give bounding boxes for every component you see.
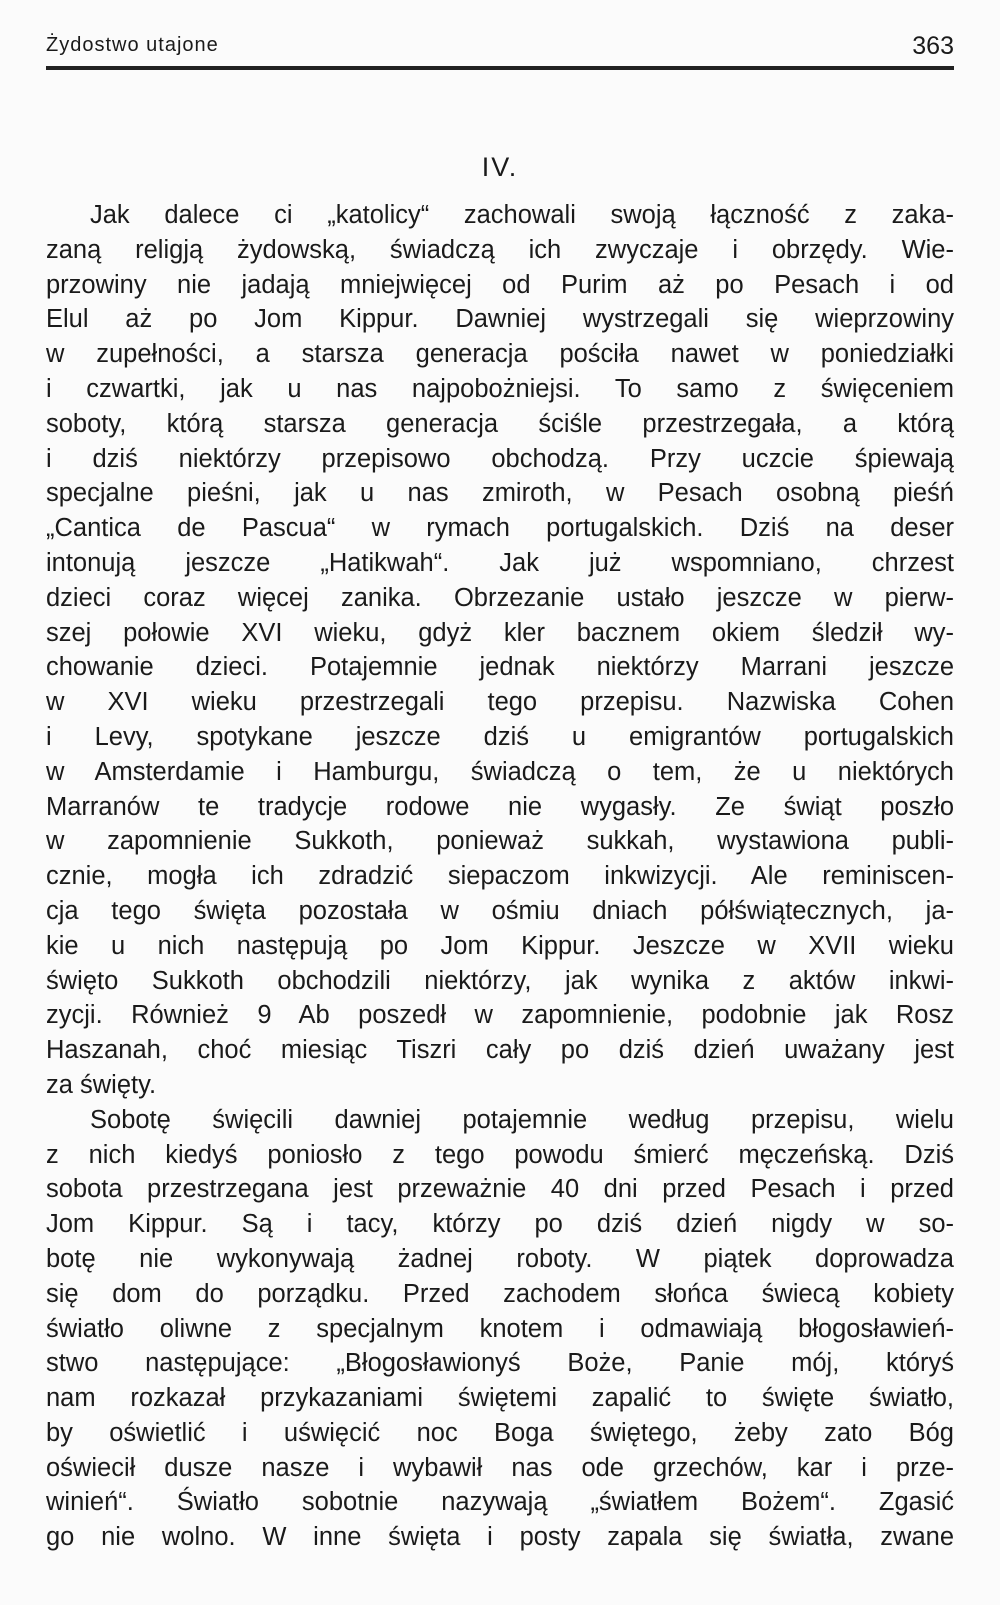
text-line: cja tego święta pozostała w ośmiu dniach półświątecznych, ja- <box>46 896 954 925</box>
text-line: z nich kiedyś poniosło z tego powodu śmierć męczeńską. Dziś <box>46 1140 954 1169</box>
text-line: chowanie dzieci. Potajemnie jednak niektórzy Marrani jeszcze <box>46 653 954 682</box>
page-number: 363 <box>912 32 954 60</box>
text-line: go nie wolno. W inne święta i posty zapala się światła, zwane <box>46 1523 954 1552</box>
text-line: i Levy, spotykane jeszcze dziś u emigrantów portugalskich <box>46 722 954 751</box>
text-line: Jom Kippur. Są i tacy, którzy po dziś dzień nigdy w so- <box>46 1210 954 1239</box>
text-line: intonują jeszcze „Hatikwah“. Jak już wspomniano, chrzest <box>46 548 954 577</box>
text-line: specjalne pieśni, jak u nas zmiroth, w Pesach osobną pieśń <box>46 479 954 508</box>
text-line: sobota przestrzegana jest przeważnie 40 dni przed Pesach i przed <box>46 1175 954 1204</box>
text-line: Elul aż po Jom Kippur. Dawniej wystrzegali się wieprzowiny <box>46 305 954 334</box>
text-line: się dom do porządku. Przed zachodem słońca świecą kobiety <box>46 1279 954 1308</box>
text-line: Marranów te tradycje rodowe nie wygasły. Ze świąt poszło <box>46 792 954 821</box>
text-line: zycji. Również 9 Ab poszedł w zapomnienie, podobnie jak Rosz <box>46 1001 954 1030</box>
paragraph-1 <box>46 198 954 1103</box>
text-line: by oświetlić i uświęcić noc Boga świętego, żeby zato Bóg <box>46 1418 954 1447</box>
text-line: dzieci coraz więcej zanika. Obrzezanie ustało jeszcze w pierw- <box>46 583 954 612</box>
page-header <box>46 28 954 68</box>
running-title: Żydostwo utajone <box>46 34 219 56</box>
text-line: soboty, którą starsza generacja ściśle przestrzegała, a którą <box>46 409 954 438</box>
text-line: botę nie wykonywają żadnej roboty. W piątek doprowadza <box>46 1244 954 1273</box>
chapter-heading: IV. <box>481 152 519 182</box>
text-line: nam rozkazał przykazaniami świętemi zapalić to święte światło, <box>46 1384 954 1413</box>
text-line: cznie, mogła ich zdradzić siepaczom inkwizycji. Ale reminiscen- <box>46 862 954 891</box>
text-line: kie u nich następują po Jom Kippur. Jeszcze w XVII wieku <box>46 931 954 960</box>
text-line: w zapomnienie Sukkoth, ponieważ sukkah, wystawiona publi- <box>46 827 954 856</box>
body-text <box>46 198 954 1555</box>
text-line: i czwartki, jak u nas najpobożniejsi. To samo z święceniem <box>46 374 954 403</box>
text-line: światło oliwne z specjalnym knotem i odmawiają błogosławień- <box>46 1314 954 1343</box>
text-line: w XVI wieku przestrzegali tego przepisu. Nazwiska Cohen <box>46 688 954 717</box>
header-rule <box>46 66 954 70</box>
text-line: przowiny nie jadają mniejwięcej od Purim aż po Pesach i od <box>46 270 954 299</box>
text-line: szej połowie XVI wieku, gdyż kler bacznem okiem śledził wy- <box>46 618 954 647</box>
text-line: za święty. <box>46 1070 157 1099</box>
paragraph-2 <box>46 1103 954 1555</box>
text-line: oświecił dusze nasze i wybawił nas ode grzechów, kar i prze- <box>46 1453 954 1482</box>
text-line: w Amsterdamie i Hamburgu, świadczą o tem, że u niektórych <box>46 757 954 786</box>
text-line: Jak dalece ci „katolicy“ zachowali swoją łączność z zaka- <box>90 201 954 229</box>
text-line: stwo następujące: „Błogosławionyś Boże, Panie mój, któryś <box>46 1349 954 1378</box>
text-line: święto Sukkoth obchodzili niektórzy, jak wynika z aktów inkwi- <box>46 966 954 995</box>
text-line: i dziś niektórzy przepisowo obchodzą. Przy uczcie śpiewają <box>46 444 954 473</box>
text-line: „Cantica de Pascua“ w rymach portugalskich. Dziś na deser <box>46 514 954 543</box>
text-line: zaną religją żydowską, świadczą ich zwyczaje i obrzędy. Wie- <box>46 235 954 264</box>
text-line: Haszanah, choć miesiąc Tiszri cały po dziś dzień uważany jest <box>46 1036 954 1065</box>
text-line: Sobotę święcili dawniej potajemnie według przepisu, wielu <box>90 1105 954 1134</box>
text-line: winień“. Światło sobotnie nazywają „światłem Bożem“. Zgasić <box>46 1488 954 1517</box>
text-line: w zupełności, a starsza generacja pościła nawet w poniedziałki <box>46 340 954 369</box>
